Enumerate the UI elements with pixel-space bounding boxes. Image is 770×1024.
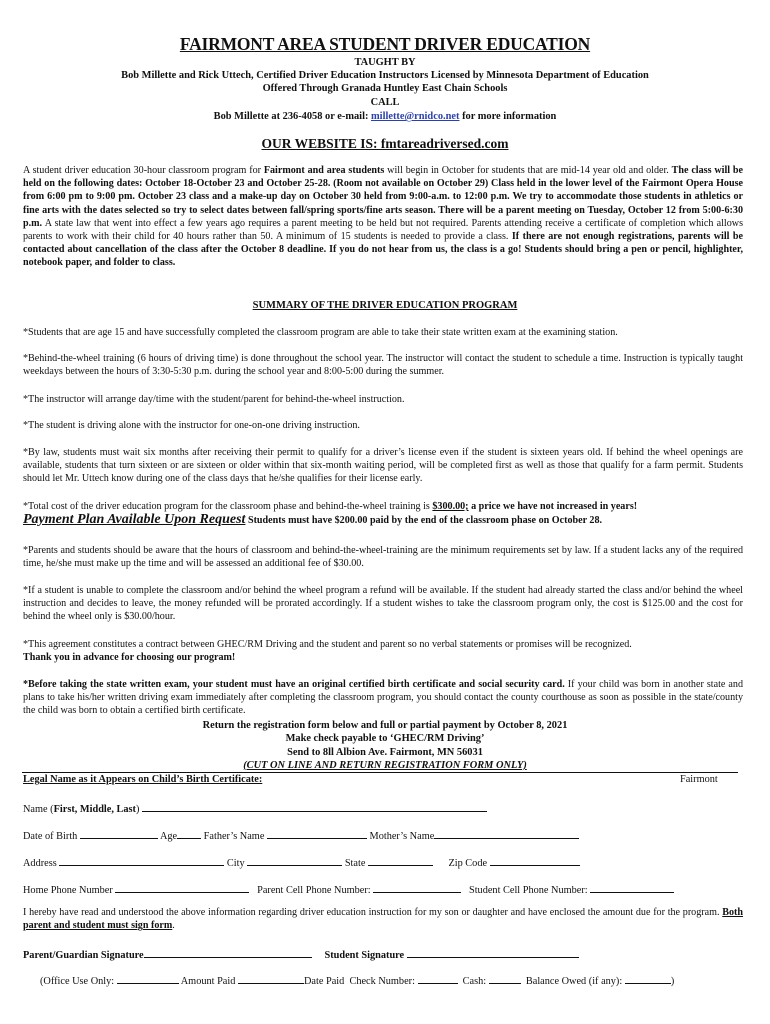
office-blank-field[interactable] [117, 973, 179, 984]
fairmont-label: Fairmont [680, 774, 718, 785]
ack-text: I hereby have read and understood the above information regarding driver education instruction for my son or daughter and have enclosed the amount due for the program. [23, 907, 723, 918]
summary-item-10 [23, 678, 743, 718]
balance-label: Balance Owed (if any): [525, 976, 623, 987]
parent-cell-field[interactable] [373, 882, 461, 893]
check-payable: Make check payable to ‘GHEC/RM Driving’ [285, 733, 485, 745]
mother-label: Mother’s Name [369, 831, 435, 842]
agreement-text: *This agreement constitutes a contract between GHEC/RM Driving and the student and parent so no verbal statements or promises will be recognized. [23, 639, 632, 650]
document-title: FAIRMONT AREA STUDENT DRIVER EDUCATION [179, 34, 591, 54]
cost-note: a price we have not increased in years! [468, 501, 638, 512]
parent-signature-label: Parent/Guardian Signature [23, 950, 144, 961]
zip-label: Zip Code [448, 858, 488, 869]
birth-cert-note: If your child was born in another state and plans to take his/her written driving exam immediately after completing the classroom program, you should contact the county courthouse as soon as possible in the state/county the child was born to obtain a certified birth certificate. [23, 679, 743, 717]
contact-suffix: for more information [459, 111, 557, 122]
office-use-row [40, 973, 674, 987]
parent-cell-label: Parent Cell Phone Number: [257, 885, 371, 896]
summary-item-5: *By law, students must wait six months after receiving their permit to qualify for a driver’s license even if the student is sixteen years old. If behind the wheel openings are available, students that turn sixteen or are sixteen or older within that six-month waiting period, will be completed first as well as those that qualify for a farm permit. Students should let Mr. Uttech know during one of the class days that he/she qualifies for their license early. [23, 447, 743, 485]
ack-sign-note: Both parent and student must sign form [23, 907, 743, 932]
zip-field[interactable] [490, 855, 580, 866]
return-instructions [0, 719, 770, 772]
age-label: Age [159, 831, 178, 842]
name-label-close: ) [135, 804, 140, 815]
summary-item-1: *Students that are age 15 and have successfully completed the classroom program are able to take their state written exam at the examining station. [23, 327, 618, 338]
cost-text: *Total cost of the driver education program for the classroom phase and behind-the-wheel training is [23, 501, 433, 512]
cash-label: Cash: [462, 976, 487, 987]
name-field[interactable] [142, 801, 487, 812]
summary-title: SUMMARY OF THE DRIVER EDUCATION PROGRAM [252, 300, 518, 311]
father-label: Father’s Name [203, 831, 265, 842]
birth-row [23, 828, 579, 842]
state-field[interactable] [368, 855, 433, 866]
office-use-label: (Office Use Only: [40, 976, 115, 987]
contact-prefix: Bob Millette at 236-4058 or e-mail: [213, 111, 372, 122]
intro-text-6: If there are not enough registrations, parents will be contacted about cancellation of the class after the October 8 deadline. If you do not hear from us, the class is a go! Students should bring a pen or pencil, highlighter, notebook paper, and folder to class. [23, 231, 743, 269]
ack-period: . [172, 920, 175, 932]
intro-text-3: will begin in October for students that are mid-14 year old and older. [384, 165, 672, 176]
cost-amount: $300.00; [432, 501, 469, 512]
name-label-fields: First, Middle, Last [53, 804, 136, 815]
phone-row [23, 882, 674, 896]
city-field[interactable] [247, 855, 342, 866]
student-cell-label: Student Cell Phone Number: [468, 885, 588, 896]
student-signature-label: Student Signature [324, 950, 405, 961]
thank-you: Thank you in advance for choosing our program! [23, 652, 236, 664]
return-deadline: Return the registration form below and full or partial payment by October 8, 2021 [202, 720, 568, 731]
summary-item-8: *If a student is unable to complete the classroom and/or behind the wheel program a refund will be available. If the student had already started the class and/or behind the wheel instruction and decides to leave, the money refunded will be prorated accordingly. If a student wishes to take the classroom program only, the cost is $125.00 and the cost for behind the wheel only is $30.00/hour. [23, 585, 743, 623]
date-paid-label: Date Paid [303, 976, 345, 987]
legal-name-text: Legal Name as it Appears on Child’s Birth Certificate: [23, 774, 263, 785]
parent-signature-field[interactable] [144, 947, 312, 958]
payment-plan: Payment Plan Available Upon Request [23, 512, 246, 528]
website-heading: OUR WEBSITE IS: fmtareadriversed.com [261, 136, 509, 151]
taught-by: TAUGHT BY [354, 57, 416, 68]
state-label: State [344, 858, 366, 869]
age-field[interactable] [177, 828, 201, 839]
office-use-close: ) [670, 976, 675, 987]
address-row [23, 855, 580, 869]
father-field[interactable] [267, 828, 367, 839]
summary-item-3: *The instructor will arrange day/time with the student/parent for behind-the-wheel instruction. [23, 394, 405, 405]
summary-item-6 [23, 500, 743, 527]
legal-name-label [23, 774, 262, 785]
intro-text-5: A state law that went into effect a few years ago requires a parent meeting to be held but not required. Parents attending receive a certificate of completion which allows parents to work with their child for 40 hours rather than 50. A minimum of 15 students is needed to provide a class. [23, 217, 743, 243]
dob-label: Date of Birth [23, 831, 78, 842]
cut-line [22, 772, 738, 773]
payment-deadline: Students must have $200.00 paid by the end of the classroom phase on October 28. [245, 515, 603, 527]
acknowledgement [23, 906, 743, 932]
student-cell-field[interactable] [590, 882, 674, 893]
instructors-line: Bob Millette and Rick Uttech, Certified Driver Education Instructors Licensed by Minnesota Department of Education [121, 70, 649, 81]
cut-line-note: (CUT ON LINE AND RETURN REGISTRATION FORM ONLY) [243, 759, 527, 771]
home-phone-label: Home Phone Number [23, 885, 113, 896]
email-link[interactable]: millette@rnidco.net [371, 111, 460, 122]
city-label: City [226, 858, 245, 869]
dob-field[interactable] [80, 828, 158, 839]
home-phone-field[interactable] [115, 882, 249, 893]
check-number-label: Check Number: [349, 976, 415, 987]
name-row [23, 801, 487, 815]
amount-paid-label: Amount Paid [180, 976, 236, 987]
name-label-open: Name ( [23, 804, 54, 815]
offered-line: Offered Through Granada Huntley East Chain Schools [262, 83, 508, 94]
birth-cert-requirement: *Before taking the state written exam, your student must have an original certified birth certificate and social security card. [23, 679, 565, 690]
address-field[interactable] [59, 855, 224, 866]
intro-text-4: The class will be held on the following dates: October 18-October 23 and October 25-28. (Room not available on October 29) Class held in the lower level of the Fairmont Opera House from 6:00 pm to 9:00 pm. October 23 class and a make-up day on October 30 held from 9:00-a.m. to 12:00 p.m. We try to accommodate those students in athletics or fine arts with the dates selected so try to select dates between fall/spring sports/fine arts season. There will be a parent meeting on Tuesday, October 12 from 5:00-6:30 p.m. [23, 165, 743, 229]
summary-item-9 [23, 638, 743, 664]
cash-field[interactable] [489, 973, 521, 984]
summary-item-4: *The student is driving alone with the instructor for one-on-one driving instruction. [23, 420, 360, 431]
summary-item-2: *Behind-the-wheel training (6 hours of driving time) is done throughout the school year. The instructor will contact the student to schedule a time. Instruction is typically taught weekdays between the hours of 3:30-5:30 p.m. during the school year and 8:00-5:00 during the summer. [23, 353, 743, 378]
summary-item-7: *Parents and students should be aware that the hours of classroom and behind-the-wheel-training are the minimum requirements set by law. If a student lacks any of the required time, he/she must make up the time and will be assessed an additional fee of $30.00. [23, 545, 743, 570]
intro-text-1: A student driver education 30-hour classroom program for [23, 165, 264, 176]
mother-field[interactable] [434, 828, 579, 839]
check-number-field[interactable] [418, 973, 458, 984]
address-label: Address [23, 858, 57, 869]
balance-field[interactable] [625, 973, 671, 984]
contact-line [0, 110, 770, 124]
signature-row [23, 947, 579, 961]
mailing-address: Send to 8ll Albion Ave. Fairmont, MN 56031 [287, 746, 483, 758]
call-line: CALL [370, 97, 400, 108]
student-signature-field[interactable] [407, 947, 579, 958]
amount-paid-field[interactable] [238, 973, 304, 984]
intro-text-2: Fairmont and area students [263, 165, 385, 176]
intro-paragraph [23, 164, 743, 270]
